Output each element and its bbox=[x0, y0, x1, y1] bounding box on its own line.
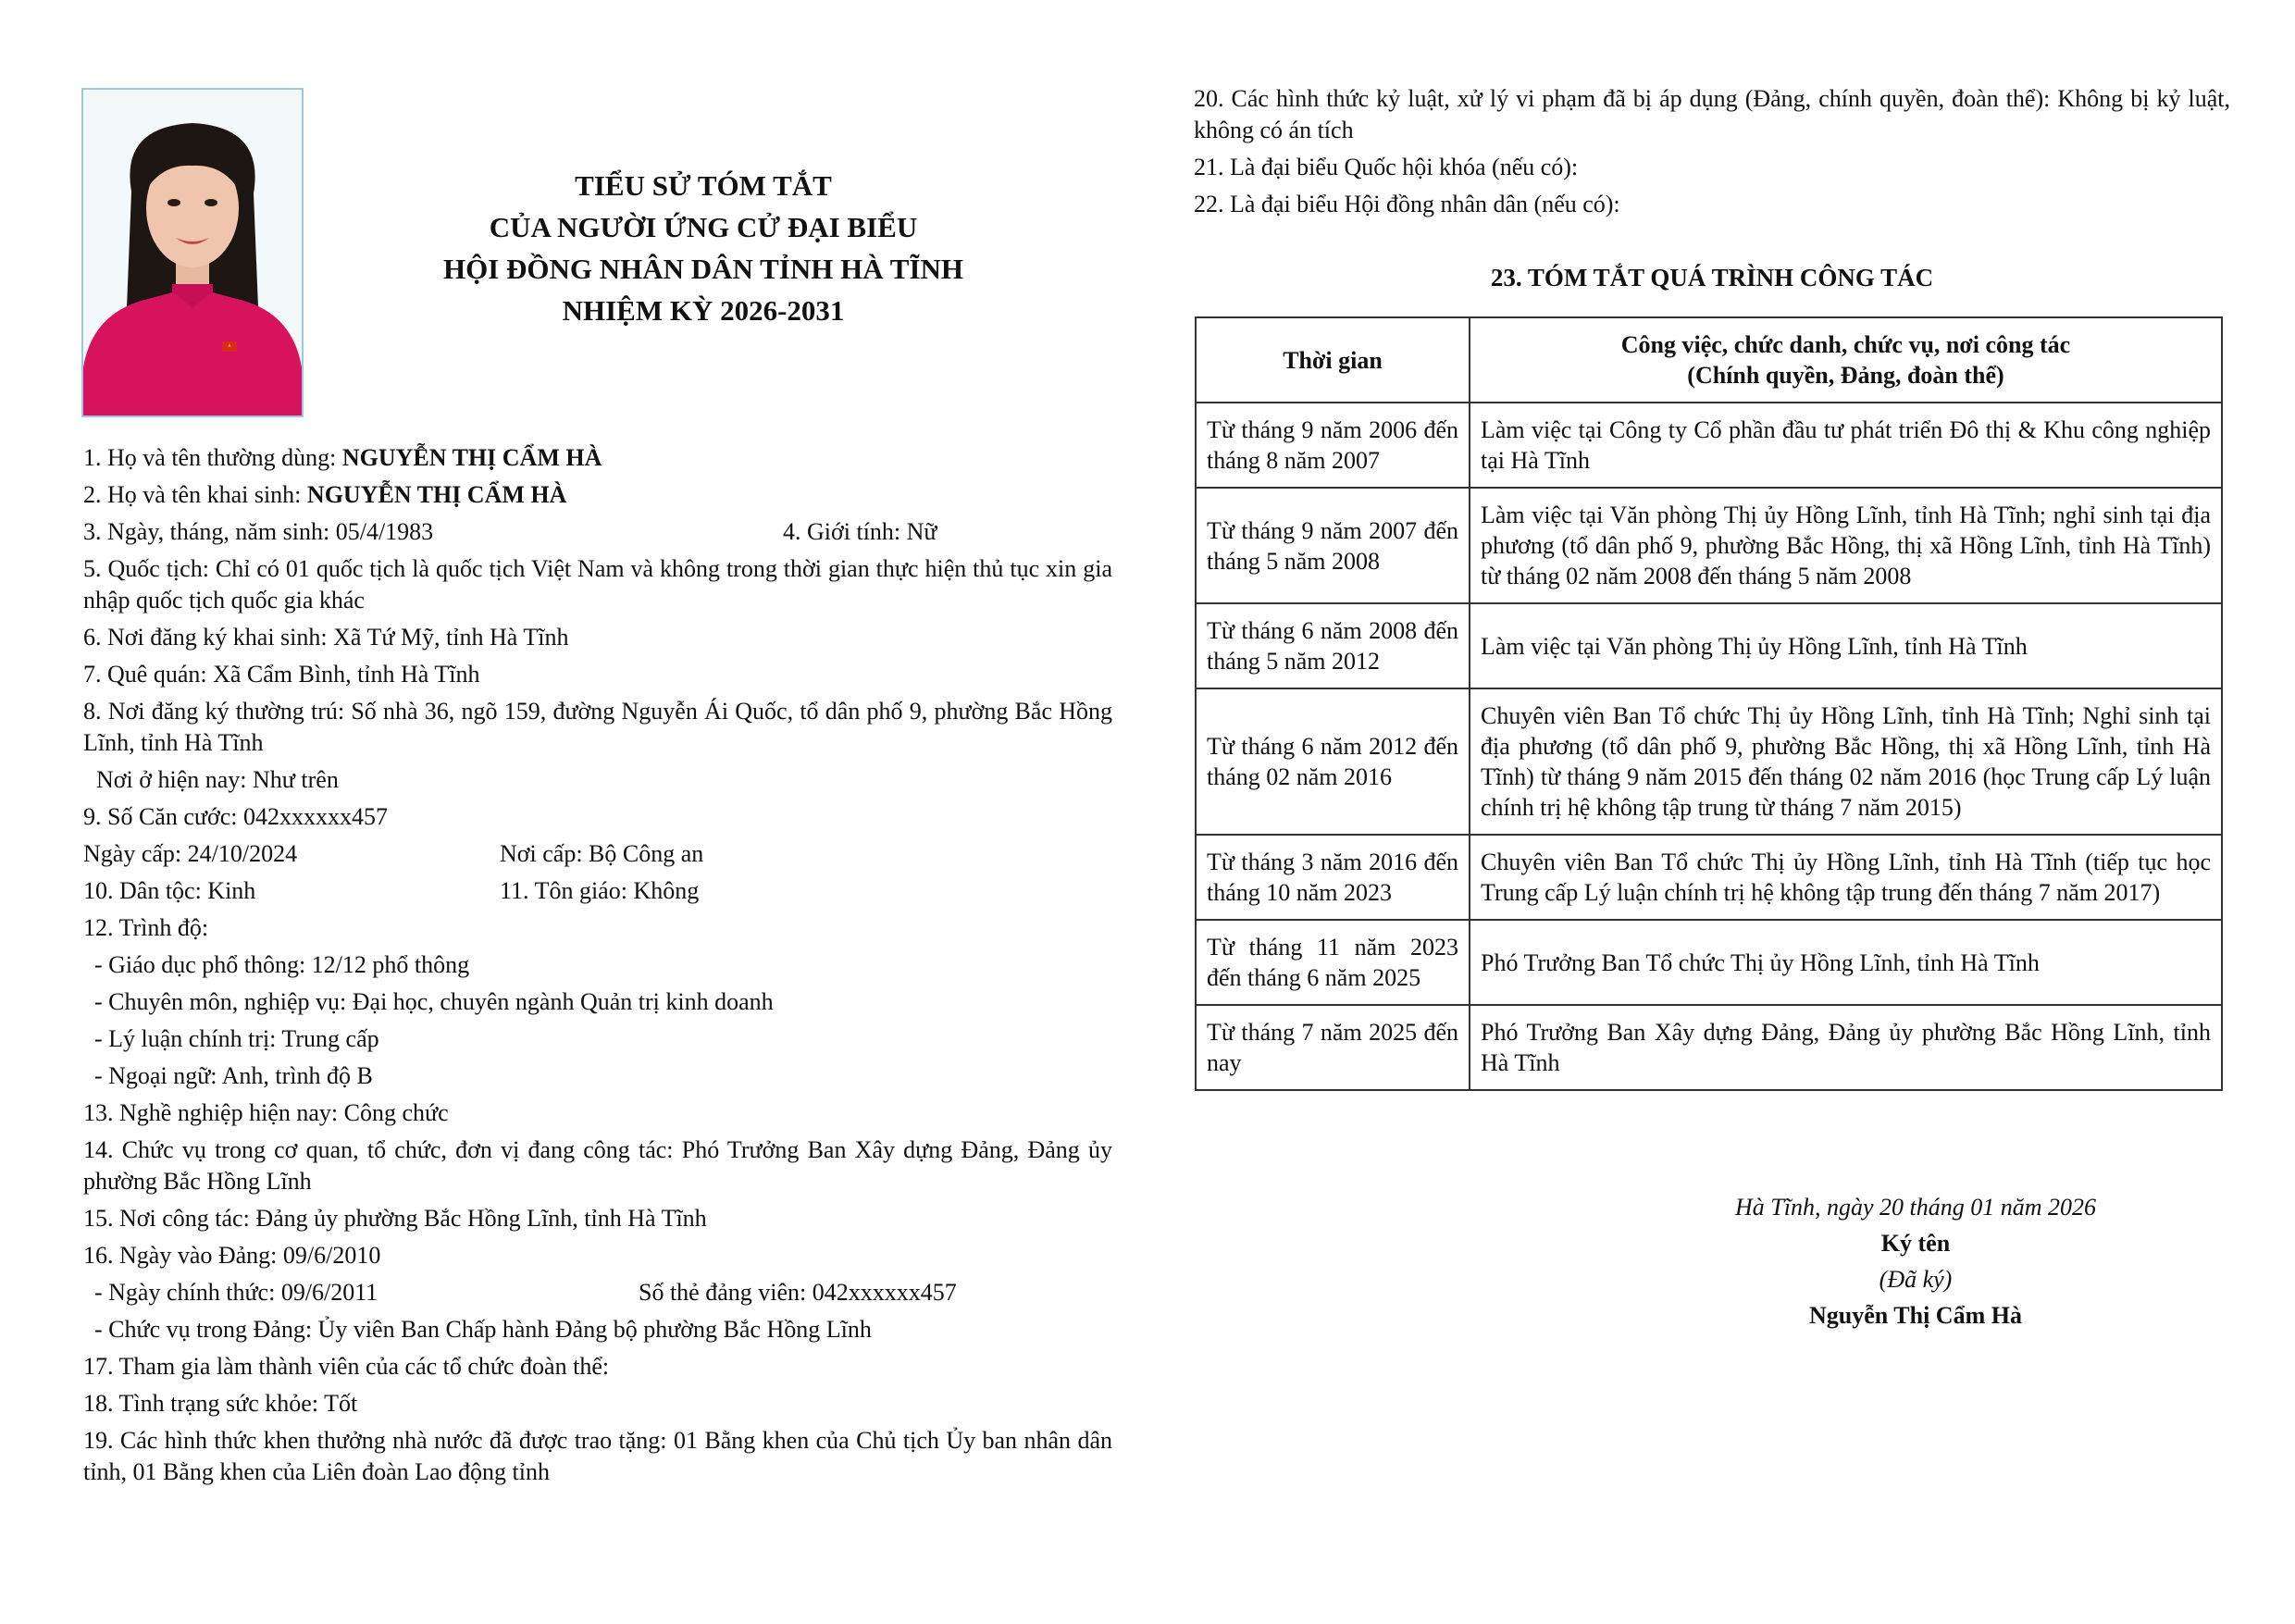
religion: 11. Tôn giáo: Không bbox=[500, 877, 700, 904]
bio-item-21: 21. Là đại biểu Quốc hội khóa (nếu có): bbox=[1194, 154, 1579, 180]
bio-item-1 bbox=[83, 442, 1112, 479]
col-job-header-line-2: (Chính quyền, Đảng, đoàn thể) bbox=[1687, 362, 2004, 389]
row-time: Từ tháng 9 năm 2007 đến tháng 5 năm 2008 bbox=[1196, 488, 1470, 603]
table-row bbox=[1196, 920, 2222, 1005]
bio-item-16: 16. Ngày vào Đảng: 09/6/2010 bbox=[83, 1242, 381, 1269]
row-job: Làm việc tại Văn phòng Thị ủy Hồng Lĩnh, tỉnh Hà Tĩnh bbox=[1470, 603, 2222, 688]
row-job: Phó Trưởng Ban Xây dựng Đảng, Đảng ủy phường Bắc Hồng Lĩnh, tỉnh Hà Tĩnh bbox=[1470, 1005, 2222, 1090]
bio-item-6: 6. Nơi đăng ký khai sinh: Xã Tứ Mỹ, tỉnh Hà Tĩnh bbox=[83, 624, 569, 651]
bio-item-12a: - Giáo dục phổ thông: 12/12 phổ thông bbox=[94, 951, 470, 978]
table-row bbox=[1196, 488, 2222, 603]
col-job-header-line-1: Công việc, chức danh, chức vụ, nơi công tác bbox=[1620, 331, 2071, 358]
bio-item-20: 20. Các hình thức kỷ luật, xử lý vi phạm đã bị áp dụng (Đảng, chính quyền, đoàn thể): Không bị kỷ luật, không có án tích bbox=[1194, 85, 2230, 143]
bio-item-12: 12. Trình độ: bbox=[83, 914, 209, 941]
row-job: Phó Trưởng Ban Tổ chức Thị ủy Hồng Lĩnh, tỉnh Hà Tĩnh bbox=[1470, 920, 2222, 1005]
title-line-4: NHIỆM KỲ 2026-2031 bbox=[562, 294, 845, 327]
ethnicity: 10. Dân tộc: Kinh bbox=[83, 877, 256, 904]
bio-item-10-11 bbox=[83, 875, 1112, 912]
row-time: Từ tháng 6 năm 2012 đến tháng 02 năm 2016 bbox=[1196, 688, 1470, 835]
signature-block bbox=[1638, 1189, 2193, 1333]
col-job-header bbox=[1470, 317, 2222, 403]
sign-label: Ký tên bbox=[1880, 1230, 1951, 1257]
signer-name: Nguyễn Thị Cẩm Hà bbox=[1809, 1302, 2022, 1329]
title-line-3: HỘI ĐỒNG NHÂN DÂN TỈNH HÀ TĨNH bbox=[442, 253, 964, 285]
table-row bbox=[1196, 688, 2222, 835]
bio-item-12d: - Ngoại ngữ: Anh, trình độ B bbox=[94, 1062, 373, 1089]
bio-item-8b: Nơi ở hiện nay: Như trên bbox=[96, 766, 339, 793]
bio-item-7: 7. Quê quán: Xã Cẩm Bình, tỉnh Hà Tĩnh bbox=[83, 661, 480, 688]
gender: 4. Giới tính: Nữ bbox=[783, 518, 937, 545]
bio-item-9-issue bbox=[83, 838, 1112, 875]
bio-item-12b: - Chuyên môn, nghiệp vụ: Đại học, chuyên ngành Quản trị kinh doanh bbox=[94, 988, 774, 1015]
work-history-table bbox=[1195, 316, 2223, 1091]
bio-item-3-4 bbox=[83, 516, 1112, 553]
common-name-value: NGUYỄN THỊ CẨM HÀ bbox=[341, 444, 602, 471]
title-line-1: TIỂU SỬ TÓM TẮT bbox=[575, 169, 832, 202]
bio-item-14: 14. Chức vụ trong cơ quan, tổ chức, đơn vị đang công tác: Phó Trưởng Ban Xây dựng Đảng, Đảng ủy phường Bắc Hồng Lĩnh bbox=[83, 1136, 1112, 1195]
row-time: Từ tháng 11 năm 2023 đến tháng 6 năm 2025 bbox=[1196, 920, 1470, 1005]
bio-item-22: 22. Là đại biểu Hội đồng nhân dân (nếu có): bbox=[1194, 191, 1620, 217]
birth-name-value: NGUYỄN THỊ CẨM HÀ bbox=[306, 481, 567, 508]
bio-item-16a bbox=[83, 1277, 1112, 1314]
bio-item-12c: - Lý luận chính trị: Trung cấp bbox=[94, 1025, 379, 1052]
table-row bbox=[1196, 403, 2222, 488]
table-row bbox=[1196, 1005, 2222, 1090]
row-job: Chuyên viên Ban Tổ chức Thị ủy Hồng Lĩnh, tỉnh Hà Tĩnh (tiếp tục học Trung cấp Lý luận chính trị hệ không tập trung đến tháng 7 năm 2017) bbox=[1470, 835, 2222, 920]
birth-date: 3. Ngày, tháng, năm sinh: 05/4/1983 bbox=[83, 518, 434, 545]
bio-item-18: 18. Tình trạng sức khỏe: Tốt bbox=[83, 1390, 358, 1417]
row-time: Từ tháng 3 năm 2016 đến tháng 10 năm 2023 bbox=[1196, 835, 1470, 920]
row-job: Làm việc tại Văn phòng Thị ủy Hồng Lĩnh, tỉnh Hà Tĩnh; nghỉ sinh tại địa phương (tổ dân phố 9, phường Bắc Hồng, thị xã Hồng Lĩnh, tỉnh Hà Tĩnh) từ tháng 02 năm 2008 đến tháng 5 năm 2008 bbox=[1470, 488, 2222, 603]
bio-item-19: 19. Các hình thức khen thưởng nhà nước đã được trao tặng: 01 Bằng khen của Chủ tịch Ủy ban nhân dân tỉnh, 01 Bằng khen của Liên đoàn Lao động tỉnh bbox=[83, 1427, 1112, 1485]
row-time: Từ tháng 7 năm 2025 đến nay bbox=[1196, 1005, 1470, 1090]
place-date: Hà Tĩnh, ngày 20 tháng 01 năm 2026 bbox=[1735, 1194, 2096, 1221]
bio-item-17: 17. Tham gia làm thành viên của các tổ chức đoàn thể: bbox=[83, 1353, 610, 1380]
bio-item-16b: - Chức vụ trong Đảng: Ủy viên Ban Chấp hành Đảng bộ phường Bắc Hồng Lĩnh bbox=[94, 1316, 872, 1343]
portrait-image bbox=[83, 90, 302, 415]
table-header-row bbox=[1196, 317, 2222, 403]
row-time: Từ tháng 6 năm 2008 đến tháng 5 năm 2012 bbox=[1196, 603, 1470, 688]
id-issue-date: Ngày cấp: 24/10/2024 bbox=[83, 840, 298, 867]
bio-section bbox=[83, 442, 1112, 1488]
signed-note: (Đã ký) bbox=[1879, 1266, 1953, 1293]
bio-item-13: 13. Nghề nghiệp hiện nay: Công chức bbox=[83, 1099, 449, 1126]
bio-item-8: 8. Nơi đăng ký thường trú: Số nhà 36, ngõ 159, đường Nguyễn Ái Quốc, tổ dân phố 9, phường Bắc Hồng Lĩnh, tỉnh Hà Tĩnh bbox=[83, 698, 1112, 756]
work-history-heading: 23. TÓM TẮT QUÁ TRÌNH CÔNG TÁC bbox=[1490, 264, 1934, 291]
table-row bbox=[1196, 835, 2222, 920]
bio-item-9: 9. Số Căn cước: 042xxxxxx457 bbox=[83, 803, 388, 830]
bio-item-5: 5. Quốc tịch: Chỉ có 01 quốc tịch là quốc tịch Việt Nam và không trong thời gian thực hiện thủ tục xin gia nhập quốc tịch quốc gia khác bbox=[83, 555, 1112, 614]
bio-section-right bbox=[1194, 83, 2230, 226]
official-party-date: - Ngày chính thức: 09/6/2011 bbox=[94, 1279, 378, 1306]
birth-name-label: 2. Họ và tên khai sinh: bbox=[83, 481, 307, 508]
party-card-number: Số thẻ đảng viên: 042xxxxxx457 bbox=[639, 1279, 957, 1306]
document-title bbox=[305, 165, 1101, 331]
table-row bbox=[1196, 603, 2222, 688]
bio-item-2 bbox=[83, 479, 1112, 516]
row-time: Từ tháng 9 năm 2006 đến tháng 8 năm 2007 bbox=[1196, 403, 1470, 488]
candidate-photo bbox=[81, 88, 304, 417]
common-name-label: 1. Họ và tên thường dùng: bbox=[83, 444, 342, 471]
col-time-header: Thời gian bbox=[1196, 317, 1470, 403]
row-job: Chuyên viên Ban Tổ chức Thị ủy Hồng Lĩnh, tỉnh Hà Tĩnh; Nghỉ sinh tại địa phương (tổ dân phố 9, phường Bắc Hồng, thị xã Hồng Lĩnh, tỉnh Hà Tĩnh) từ tháng 9 năm 2015 đến tháng 02 năm 2016 (học Trung cấp Lý luận chính trị hệ không tập trung từ tháng 7 năm 2015) bbox=[1470, 688, 2222, 835]
row-job: Làm việc tại Công ty Cổ phần đầu tư phát triển Đô thị & Khu công nghiệp tại Hà Tĩnh bbox=[1470, 403, 2222, 488]
id-issue-place: Nơi cấp: Bộ Công an bbox=[500, 840, 704, 867]
title-line-2: CỦA NGƯỜI ỨNG CỬ ĐẠI BIỂU bbox=[489, 211, 918, 243]
bio-item-15: 15. Nơi công tác: Đảng ủy phường Bắc Hồng Lĩnh, tỉnh Hà Tĩnh bbox=[83, 1205, 707, 1232]
